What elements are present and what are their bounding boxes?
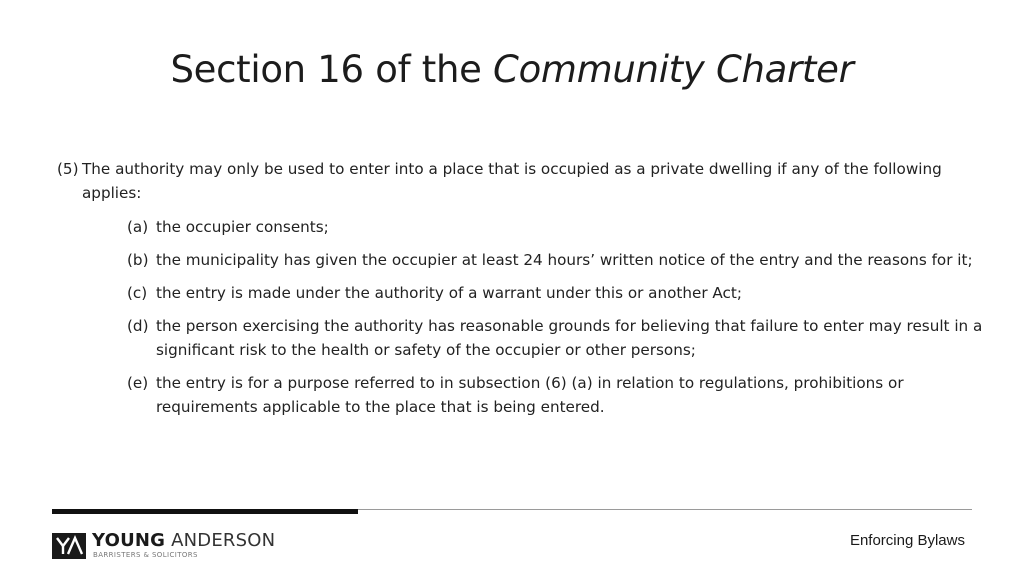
clause-text: the municipality has given the occupier at least 24 hours’ written notice of the entry and the reasons for it; xyxy=(156,251,973,269)
clause-c xyxy=(127,281,997,305)
logo-name-light: ANDERSON xyxy=(165,530,276,551)
slide-title-italic: Community Charter xyxy=(493,48,854,91)
clause-text: the entry is made under the authority of a warrant under this or another Act; xyxy=(156,284,742,302)
logo-mark-icon xyxy=(52,533,86,559)
clause-b xyxy=(127,248,997,272)
footer-presentation-label: Enforcing Bylaws xyxy=(849,532,965,549)
slide-title xyxy=(0,48,1024,91)
subsection-intro-text: The authority may only be used to enter into a place that is occupied as a private dwelling if any of the following applies: xyxy=(82,160,942,202)
clause-a xyxy=(127,215,997,239)
clause-e xyxy=(127,371,997,419)
subsection-intro xyxy=(57,157,997,205)
footer-accent-bar xyxy=(52,509,358,514)
clause-text: the entry is for a purpose referred to in subsection (6) (a) in relation to regulations, prohibitions or requirements applicable to the place that is being entered. xyxy=(156,374,904,416)
clause-list xyxy=(57,215,997,419)
slide-title-text: Section 16 of the xyxy=(170,48,494,91)
clause-letter: (e) xyxy=(127,374,149,392)
clause-letter: (b) xyxy=(127,251,149,269)
logo-wordmark xyxy=(92,530,275,551)
clause-text: the occupier consents; xyxy=(156,218,329,236)
clause-letter: (c) xyxy=(127,284,148,302)
logo-tagline: BARRISTERS & SOLICITORS xyxy=(93,551,198,559)
clause-d xyxy=(127,314,997,362)
subsection-number: (5) xyxy=(57,160,79,178)
clause-text: the person exercising the authority has reasonable grounds for believing that failure to enter may result in a significant risk to the health or safety of the occupier or other persons; xyxy=(156,317,983,359)
statute-excerpt xyxy=(57,157,997,428)
clause-letter: (a) xyxy=(127,218,149,236)
clause-letter: (d) xyxy=(127,317,149,335)
logo-name-bold: YOUNG xyxy=(92,530,166,551)
